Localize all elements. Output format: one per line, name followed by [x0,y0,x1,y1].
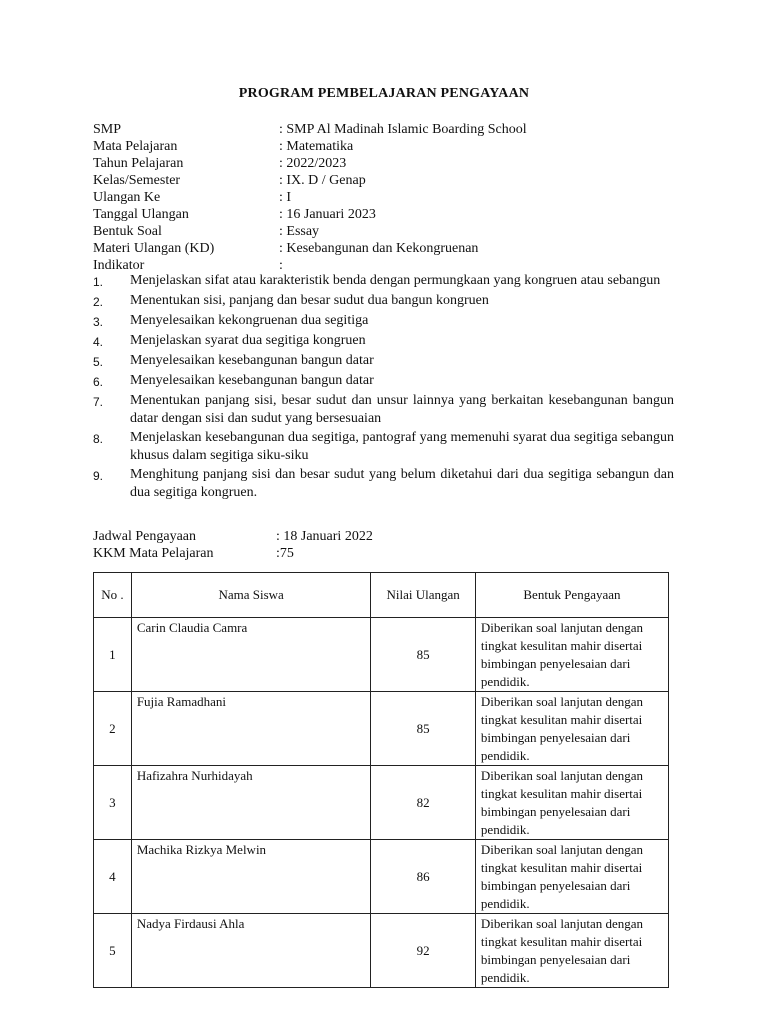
enrichment-form: Diberikan soal lanjutan dengan tingkat kesulitan mahir disertai bimbingan penyelesaian dari pendidik. [480,620,644,689]
indicator-number: 8. [93,432,104,446]
indicator-text: Menyelesaikan kesebangunan bangun datar [130,353,374,368]
document-title: PROGRAM PEMBELAJARAN PENGAYAAN [238,86,530,101]
info-value: : IX. D / Genap [279,173,366,188]
cell-score: 86 [371,840,476,914]
schedule-block [93,528,683,562]
indicator-item [93,429,674,465]
info-label: Indikator [93,258,145,273]
info-row-year [93,155,683,172]
table-row [94,766,669,840]
indicator-item [93,372,674,391]
indicator-item [93,352,674,371]
table-row [94,840,669,914]
info-value: : Kesebangunan dan Kekongruenan [279,241,479,256]
indicator-number: 5. [93,355,104,369]
schedule-label: Jadwal Pengayaan [93,529,197,544]
enrichment-form: Diberikan soal lanjutan dengan tingkat kesulitan mahir disertai bimbingan penyelesaian dari pendidik. [480,842,644,911]
enrichment-form: Diberikan soal lanjutan dengan tingkat kesulitan mahir disertai bimbingan penyelesaian dari pendidik. [480,916,644,985]
header-score: Nilai Ulangan [371,573,476,618]
header-no: No . [94,573,132,618]
kkm-label: KKM Mata Pelajaran [93,546,214,561]
cell-name [131,766,371,840]
indicator-number: 7. [93,395,104,409]
student-name: Hafizahra Nurhidayah [136,768,253,783]
header-name: Nama Siswa [131,573,371,618]
info-row-subject [93,138,683,155]
info-value: : I [279,190,292,205]
info-label: Bentuk Soal [93,224,162,239]
header-form: Bentuk Pengayaan [475,573,668,618]
indicator-list [93,272,674,503]
schedule-row-kkm [93,545,683,562]
info-value: : 2022/2023 [279,156,347,171]
student-name: Nadya Firdausi Ahla [136,916,245,931]
indicator-number: 2. [93,295,104,309]
cell-no: 1 [94,618,132,692]
cell-form [475,766,668,840]
cell-no: 4 [94,840,132,914]
indicator-text: Menentukan sisi, panjang dan besar sudut dua bangun kongruen [130,293,489,308]
enrichment-form: Diberikan soal lanjutan dengan tingkat kesulitan mahir disertai bimbingan penyelesaian dari pendidik. [480,694,644,763]
enrichment-form: Diberikan soal lanjutan dengan tingkat kesulitan mahir disertai bimbingan penyelesaian dari pendidik. [480,768,644,837]
indicator-item [93,292,674,311]
info-row-material [93,240,683,257]
info-row-class [93,172,683,189]
info-label: Tahun Pelajaran [93,156,184,171]
info-block [93,121,683,274]
indicator-text: Menjelaskan sifat atau karakteristik benda dengan permungkaan yang kongruen atau sebangun [130,273,661,288]
indicator-item [93,392,674,428]
table-row [94,618,669,692]
info-label: Mata Pelajaran [93,139,178,154]
indicator-number: 3. [93,315,104,329]
schedule-value: : 18 Januari 2022 [276,529,373,544]
indicator-number: 9. [93,469,104,483]
cell-score: 85 [371,618,476,692]
indicator-text: Menjelaskan kesebangunan dua segitiga, pantograf yang memenuhi syarat dua segitiga sebangun khusus dalam segitiga siku-siku [130,430,674,463]
info-value: : 16 Januari 2023 [279,207,376,222]
indicator-text: Menyelesaikan kekongruenan dua segitiga [130,313,369,328]
cell-no: 3 [94,766,132,840]
cell-form [475,914,668,988]
student-name: Machika Rizkya Melwin [136,842,267,857]
cell-no: 5 [94,914,132,988]
info-label: Tanggal Ulangan [93,207,189,222]
info-label: Materi Ulangan (KD) [93,241,215,256]
cell-name [131,840,371,914]
indicator-item [93,466,674,502]
indicator-text: Menghitung panjang sisi dan besar sudut yang belum diketahui dari dua segitiga sebangun dan dua segitiga kongruen. [130,467,674,500]
cell-name [131,914,371,988]
cell-score: 92 [371,914,476,988]
cell-score: 85 [371,692,476,766]
indicator-item [93,332,674,351]
cell-form [475,692,668,766]
schedule-row-date [93,528,683,545]
cell-form [475,618,668,692]
indicator-text: Menjelaskan syarat dua segitiga kongruen [130,333,366,348]
info-row-exam-number [93,189,683,206]
info-row-exam-date [93,206,683,223]
info-value: : [279,258,283,273]
indicator-number: 1. [93,275,104,289]
info-row-school [93,121,683,138]
cell-name [131,692,371,766]
indicator-text: Menentukan panjang sisi, besar sudut dan unsur lainnya yang berkaitan kesebangunan bangun datar dengan sisi dan sudut yang bersesuaian [130,393,674,426]
cell-name [131,618,371,692]
info-value: : Matematika [279,139,354,154]
info-value: : SMP Al Madinah Islamic Boarding School [279,122,527,137]
cell-score: 82 [371,766,476,840]
indicator-number: 6. [93,375,104,389]
table-row [94,914,669,988]
table-row [94,692,669,766]
student-name: Fujia Ramadhani [136,694,226,709]
indicator-number: 4. [93,335,104,349]
table-header-row [94,573,669,618]
indicator-item [93,272,674,291]
info-label: Ulangan Ke [93,190,161,205]
kkm-value: :75 [276,546,294,561]
indicator-item [93,312,674,331]
cell-form [475,840,668,914]
student-name: Carin Claudia Camra [136,620,248,635]
info-value: : Essay [279,224,320,239]
cell-no: 2 [94,692,132,766]
info-label: Kelas/Semester [93,173,181,188]
info-label: SMP [93,122,122,137]
info-row-question-type [93,223,683,240]
enrichment-table [93,572,669,988]
indicator-text: Menyelesaikan kesebangunan bangun datar [130,373,374,388]
